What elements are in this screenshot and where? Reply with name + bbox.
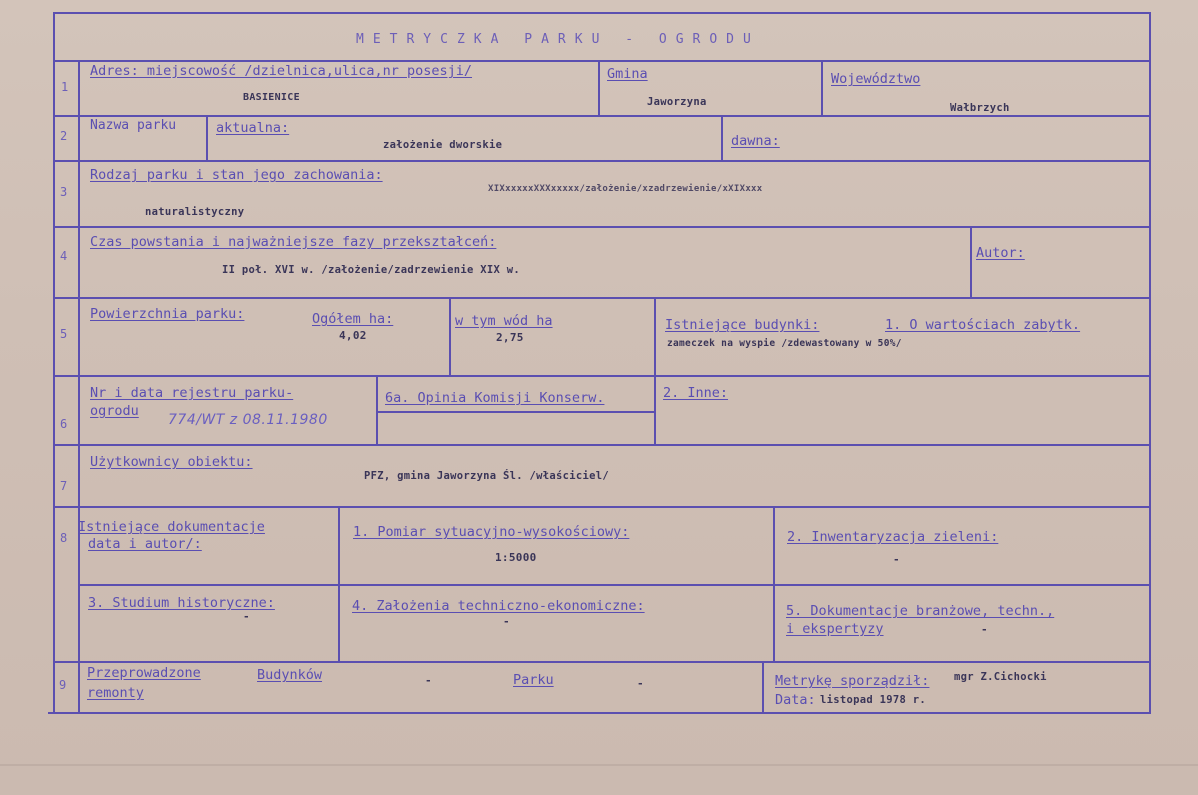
- wojewodztwo-label: Województwo: [831, 71, 921, 87]
- row-divider: [53, 661, 1151, 663]
- col-divider: [762, 661, 764, 714]
- border-left: [53, 12, 55, 714]
- inwentaryzacja-label: 2. Inwentaryzacja zieleni:: [787, 529, 999, 545]
- budynkow-value: -: [425, 674, 432, 687]
- row-number: 5: [60, 327, 68, 341]
- aktualna-label: aktualna:: [216, 120, 290, 136]
- adres-label: Adres: miejscowość /dzielnica,ulica,nr posesji/: [90, 63, 473, 79]
- gmina-value: Jaworzyna: [647, 96, 707, 108]
- row-divider: [53, 506, 1151, 508]
- rodzaj-label: Rodzaj parku i stan jego zachowania:: [90, 167, 383, 183]
- col-divider: [206, 115, 208, 162]
- budynki-label: Istniejące budynki:: [665, 317, 820, 333]
- col-divider: [449, 297, 451, 377]
- wod-value: 2,75: [496, 331, 524, 344]
- cell-divider: [378, 411, 654, 413]
- row-divider: [53, 226, 1151, 228]
- powierzchnia-label: Powierzchnia parku:: [90, 306, 245, 322]
- remonty-label-line1: Przeprowadzone: [87, 665, 201, 681]
- row-divider: [53, 60, 1151, 62]
- parku-label: Parku: [513, 672, 554, 688]
- row-number: 6: [60, 417, 68, 431]
- row-divider: [78, 584, 1151, 586]
- branzowe-label-line1: 5. Dokumentacje branżowe, techn.,: [786, 603, 1055, 619]
- gmina-label: Gmina: [607, 66, 648, 82]
- col-divider: [598, 60, 600, 117]
- form-title: METRYCZKA PARKU - OGRODU: [356, 32, 760, 47]
- zalozenia-label: 4. Założenia techniczno-ekonomiczne:: [352, 598, 645, 614]
- row-number: 2: [60, 129, 68, 143]
- parku-value: -: [637, 677, 644, 690]
- row-number: 8: [60, 531, 68, 545]
- pomiar-label: 1. Pomiar sytuacyjno-wysokościowy:: [353, 524, 630, 540]
- rejestr-label-line2: ogrodu: [90, 403, 139, 419]
- col-divider: [970, 226, 972, 299]
- col-divider: [721, 115, 723, 162]
- ogolem-label: Ogółem ha:: [312, 311, 394, 327]
- row-number: 3: [60, 185, 68, 199]
- inwentaryzacja-value: -: [893, 553, 900, 566]
- col-divider: [773, 506, 775, 663]
- zalozenia-value: -: [503, 615, 510, 628]
- row-number: 1: [61, 80, 69, 94]
- sporzadzil-value: mgr Z.Cichocki: [954, 671, 1047, 683]
- budynkow-label: Budynków: [257, 667, 323, 683]
- branzowe-value: -: [981, 623, 988, 636]
- rejestr-label-line1: Nr i data rejestru parku-: [90, 385, 294, 401]
- branzowe-label-line2: i ekspertyzy: [786, 621, 884, 637]
- row-divider: [53, 297, 1151, 299]
- number-column-divider: [78, 60, 80, 714]
- pomiar-value: 1:5000: [495, 551, 537, 564]
- rodzaj-value: naturalistyczny: [145, 206, 245, 218]
- col-divider: [821, 60, 823, 117]
- border-right: [1149, 12, 1151, 714]
- budynki-sub-label: 1. O wartościach zabytk.: [885, 317, 1081, 333]
- uzytkownicy-value: PFZ, gmina Jaworzyna Śl. /właściciel/: [364, 470, 609, 482]
- col-divider: [338, 506, 340, 663]
- border-top: [53, 12, 1151, 14]
- row-divider: [53, 115, 1151, 117]
- studium-value: -: [243, 610, 250, 623]
- data-label: Data:: [775, 692, 816, 708]
- border-bottom: [48, 712, 1151, 714]
- row-number: 4: [60, 249, 68, 263]
- row-divider: [53, 160, 1151, 162]
- ogolem-value: 4,02: [339, 329, 367, 342]
- row-number: 7: [60, 479, 68, 493]
- budynki-value: zameczek na wyspie /zdewastowany w 50%/: [667, 338, 902, 349]
- sporzadzil-label: Metrykę sporządził:: [775, 673, 930, 689]
- czas-value: II poł. XVI w. /założenie/zadrzewienie XIX w.: [222, 264, 520, 276]
- aktualna-value: założenie dworskie: [383, 139, 503, 151]
- studium-label: 3. Studium historyczne:: [88, 595, 275, 611]
- col-divider: [654, 297, 656, 446]
- rejestr-handwritten-value: 774/WT z 08.11.1980: [168, 412, 328, 428]
- dokumentacje-label-line2: data i autor/:: [88, 536, 202, 552]
- rodzaj-struck-text: XIXxxxxxXXXxxxxx/założenie/xzadrzewienie/xXIXxxx: [488, 184, 763, 194]
- opinia-label: 6a. Opinia Komisji Konserw.: [385, 390, 605, 406]
- nazwa-label: Nazwa parku: [90, 118, 177, 133]
- czas-label: Czas powstania i najważniejsze fazy przekształceń:: [90, 234, 497, 250]
- dokumentacje-label-line1: Istniejące dokumentacje: [78, 519, 265, 535]
- remonty-label-line2: remonty: [87, 685, 144, 701]
- autor-label: Autor:: [976, 245, 1025, 261]
- data-value: listopad 1978 r.: [820, 694, 926, 706]
- row-divider: [53, 375, 1151, 377]
- row-divider: [53, 444, 1151, 446]
- dawna-label: dawna:: [731, 133, 780, 149]
- uzytkownicy-label: Użytkownicy obiektu:: [90, 454, 253, 470]
- adres-value: BASIENICE: [243, 92, 300, 103]
- wojewodztwo-value: Wałbrzych: [950, 102, 1010, 114]
- row-number: 9: [59, 678, 67, 692]
- wod-label: w tym wód ha: [455, 313, 553, 329]
- inne-label: 2. Inne:: [663, 385, 729, 401]
- paper-edge: [0, 764, 1198, 766]
